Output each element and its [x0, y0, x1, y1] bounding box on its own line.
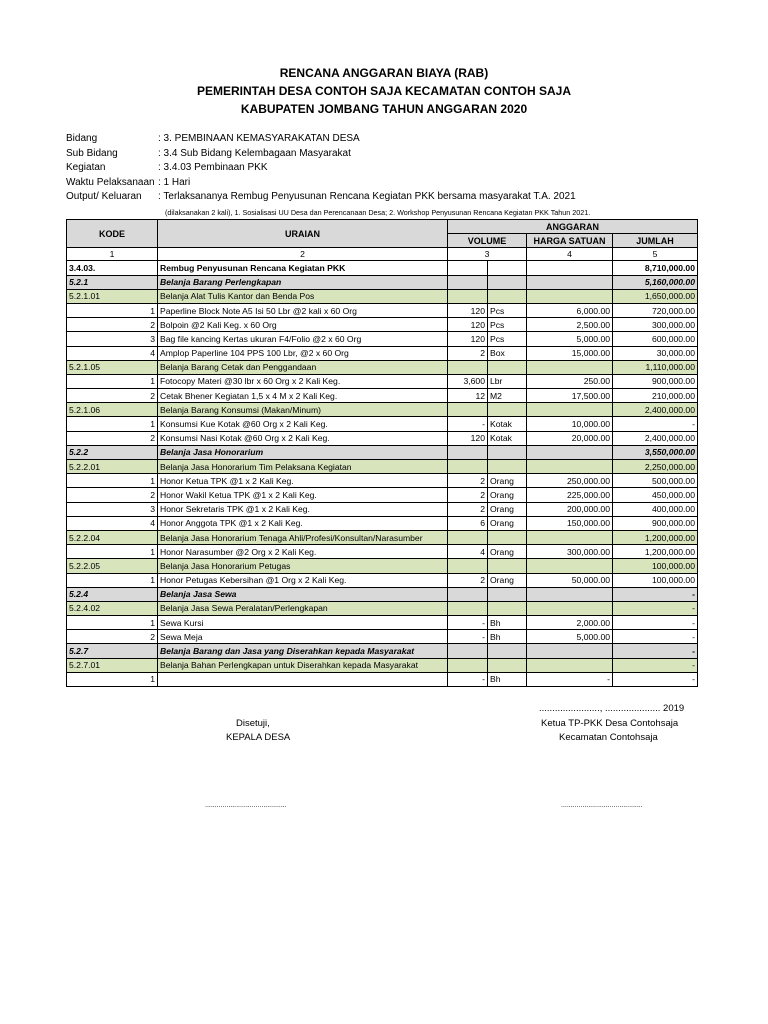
item-row [67, 502, 698, 516]
item-description: Amplop Paperline 104 PPS 100 Lbr, @2 x 60 Org [158, 346, 448, 360]
item-volume: 2 [448, 502, 488, 516]
item-unit: Orang [488, 488, 527, 502]
row-unit-price [527, 360, 613, 374]
row-volume [448, 559, 488, 573]
item-unit-price: 2,000.00 [527, 616, 613, 630]
item-row [67, 616, 698, 630]
item-description: Honor Narasumber @2 Org x 2 Kali Keg. [158, 545, 448, 559]
row-description: Belanja Jasa Sewa [158, 587, 448, 601]
item-volume: 2 [448, 573, 488, 587]
item-volume: - [448, 672, 488, 686]
item-total: 30,000.00 [613, 346, 698, 360]
row-total: - [613, 644, 698, 658]
column-index: 5 [613, 248, 698, 261]
item-number: 3 [67, 502, 158, 516]
header-uraian: URAIAN [158, 220, 448, 248]
row-unit-price [527, 275, 613, 289]
item-description: Fotocopy Materi @30 lbr x 60 Org x 2 Kali Keg. [158, 374, 448, 388]
item-number: 2 [67, 389, 158, 403]
row-total: - [613, 587, 698, 601]
row-total: 2,400,000.00 [613, 403, 698, 417]
row-description: Belanja Jasa Honorarium Tenaga Ahli/Profesi/Konsultan/Narasumber [158, 530, 448, 544]
row-total: 1,200,000.00 [613, 530, 698, 544]
item-number: 1 [67, 545, 158, 559]
row-volume [448, 360, 488, 374]
row-unit [488, 360, 527, 374]
group-row [67, 644, 698, 658]
item-volume: 2 [448, 346, 488, 360]
item-number: 2 [67, 488, 158, 502]
item-row [67, 318, 698, 332]
row-total: 3,550,000.00 [613, 445, 698, 459]
item-unit: Orang [488, 573, 527, 587]
item-volume: 3,600 [448, 374, 488, 388]
row-unit [488, 658, 527, 672]
row-total: 8,710,000.00 [613, 261, 698, 275]
row-description: Belanja Jasa Honorarium Tim Pelaksana Kegiatan [158, 460, 448, 474]
header-harga-satuan: HARGA SATUAN [527, 234, 613, 248]
column-index: 1 [67, 248, 158, 261]
item-total: - [613, 672, 698, 686]
row-description: Belanja Barang dan Jasa yang Diserahkan kepada Masyarakat [158, 644, 448, 658]
item-unit: Orang [488, 516, 527, 530]
info-label: Bidang [66, 133, 98, 144]
row-total: 1,650,000.00 [613, 289, 698, 303]
item-total: 900,000.00 [613, 516, 698, 530]
column-index: 2 [158, 248, 448, 261]
row-volume [448, 601, 488, 615]
row-unit-price [527, 445, 613, 459]
item-unit-price: 300,000.00 [527, 545, 613, 559]
item-unit: Kotak [488, 417, 527, 431]
item-unit-price: 17,500.00 [527, 389, 613, 403]
item-row [67, 672, 698, 686]
item-description: Bolpoin @2 Kali Keg. x 60 Org [158, 318, 448, 332]
item-unit-price: 5,000.00 [527, 332, 613, 346]
item-number: 1 [67, 303, 158, 317]
item-description: Honor Ketua TPK @1 x 2 Kali Keg. [158, 474, 448, 488]
item-unit: Box [488, 346, 527, 360]
item-number: 3 [67, 332, 158, 346]
row-unit [488, 403, 527, 417]
row-volume [448, 403, 488, 417]
info-value: : 3.4.03 Pembinaan PKK [158, 162, 268, 173]
info-value: : 1 Hari [158, 176, 191, 188]
item-unit-price: 5,000.00 [527, 630, 613, 644]
item-row [67, 374, 698, 388]
item-unit: Kotak [488, 431, 527, 445]
item-unit-price: 225,000.00 [527, 488, 613, 502]
item-row [67, 573, 698, 587]
row-volume [448, 289, 488, 303]
header-volume: VOLUME [448, 234, 527, 248]
item-unit: Lbr [488, 374, 527, 388]
info-label: Kegiatan [66, 162, 106, 173]
row-unit [488, 530, 527, 544]
row-code: 5.2.2 [67, 445, 158, 459]
item-total: 450,000.00 [613, 488, 698, 502]
item-volume: 120 [448, 332, 488, 346]
item-number: 2 [67, 431, 158, 445]
row-unit-price [527, 644, 613, 658]
item-volume: 120 [448, 318, 488, 332]
subgroup-row [67, 403, 698, 417]
row-description: Belanja Barang Perlengkapan [158, 275, 448, 289]
item-unit: Orang [488, 545, 527, 559]
subgroup-row [67, 559, 698, 573]
item-number: 1 [67, 474, 158, 488]
row-unit-price [527, 261, 613, 275]
item-row [67, 303, 698, 317]
item-number: 1 [67, 573, 158, 587]
item-unit-price: - [527, 672, 613, 686]
row-total: 2,250,000.00 [613, 460, 698, 474]
item-unit: Pcs [488, 332, 527, 346]
item-unit: Orang [488, 502, 527, 516]
item-unit-price: 2,500.00 [527, 318, 613, 332]
header-anggaran: ANGGARAN [448, 220, 698, 234]
item-unit-price: 250,000.00 [527, 474, 613, 488]
row-code: 5.2.2.05 [67, 559, 158, 573]
subgroup-row [67, 530, 698, 544]
item-row [67, 431, 698, 445]
item-row [67, 417, 698, 431]
row-volume [448, 587, 488, 601]
village-head-title: KEPALA DESA [226, 732, 291, 743]
item-row [67, 346, 698, 360]
info-label: Output/ Keluaran [66, 191, 142, 202]
item-description: Honor Sekretaris TPK @1 x 2 Kali Keg. [158, 502, 448, 516]
row-unit-price [527, 601, 613, 615]
item-volume: 120 [448, 431, 488, 445]
row-description: Belanja Barang Konsumsi (Makan/Minum) [158, 403, 448, 417]
item-volume: 2 [448, 488, 488, 502]
item-unit-price: 15,000.00 [527, 346, 613, 360]
village-head-signature-line: .......................................... [205, 802, 287, 809]
row-unit [488, 587, 527, 601]
row-unit-price [527, 403, 613, 417]
column-index: 4 [527, 248, 613, 261]
item-unit-price: 20,000.00 [527, 431, 613, 445]
item-unit-price: 10,000.00 [527, 417, 613, 431]
item-description: Sewa Kursi [158, 616, 448, 630]
item-unit: Orang [488, 474, 527, 488]
row-unit [488, 559, 527, 573]
item-description: Bag file kancing Kertas ukuran F4/Folio @2 x 60 Org [158, 332, 448, 346]
info-value: : Terlaksananya Rembug Penyusunan Rencana Kegiatan PKK bersama masyarakat T.A. 2021 [158, 191, 576, 202]
item-total: 300,000.00 [613, 318, 698, 332]
row-code: 5.2.7.01 [67, 658, 158, 672]
pkk-chair-signature-line: .......................................... [561, 802, 643, 809]
row-volume [448, 644, 488, 658]
row-description: Belanja Jasa Honorarium [158, 445, 448, 459]
row-total: 5,160,000.00 [613, 275, 698, 289]
row-code: 5.2.7 [67, 644, 158, 658]
doc-title-line3: KABUPATEN JOMBANG TAHUN ANGGARAN 2020 [240, 102, 528, 116]
item-volume: - [448, 616, 488, 630]
item-description: Konsumsi Kue Kotak @60 Org x 2 Kali Keg. [158, 417, 448, 431]
item-volume: 2 [448, 474, 488, 488]
item-row [67, 488, 698, 502]
row-volume [448, 530, 488, 544]
item-unit: M2 [488, 389, 527, 403]
item-volume: 120 [448, 303, 488, 317]
item-unit: Pcs [488, 303, 527, 317]
item-volume: - [448, 630, 488, 644]
item-description: Konsumsi Nasi Kotak @60 Org x 2 Kali Keg. [158, 431, 448, 445]
item-total: 500,000.00 [613, 474, 698, 488]
item-volume: 4 [448, 545, 488, 559]
item-total: - [613, 616, 698, 630]
row-code: 5.2.2.04 [67, 530, 158, 544]
pkk-district-title: Kecamatan Contohsaja [559, 732, 658, 743]
row-unit [488, 261, 527, 275]
row-unit-price [527, 289, 613, 303]
item-row [67, 516, 698, 530]
info-label: Waktu Pelaksanaan [66, 176, 155, 188]
item-unit-price: 50,000.00 [527, 573, 613, 587]
item-total: 900,000.00 [613, 374, 698, 388]
budget-table [66, 219, 698, 687]
item-total: 720,000.00 [613, 303, 698, 317]
row-code: 5.2.1 [67, 275, 158, 289]
row-description: Belanja Bahan Perlengkapan untuk Diserahkan kepada Masyarakat [158, 658, 448, 672]
row-code: 5.2.4 [67, 587, 158, 601]
column-index: 3 [448, 248, 527, 261]
header-kode: KODE [67, 220, 158, 248]
row-unit [488, 275, 527, 289]
subgroup-row [67, 289, 698, 303]
row-code: 5.2.1.01 [67, 289, 158, 303]
item-volume: 6 [448, 516, 488, 530]
item-unit: Bh [488, 616, 527, 630]
item-total: - [613, 417, 698, 431]
item-description: Sewa Meja [158, 630, 448, 644]
item-row [67, 630, 698, 644]
row-unit [488, 601, 527, 615]
row-volume [448, 261, 488, 275]
subgroup-row [67, 360, 698, 374]
item-description [158, 672, 448, 686]
row-total: 100,000.00 [613, 559, 698, 573]
item-unit-price: 6,000.00 [527, 303, 613, 317]
item-description: Honor Anggota TPK @1 x 2 Kali Keg. [158, 516, 448, 530]
item-unit: Bh [488, 672, 527, 686]
row-unit-price [527, 530, 613, 544]
info-value: : 3.4 Sub Bidang Kelembagaan Masyarakat [158, 147, 351, 159]
row-total: 1,110,000.00 [613, 360, 698, 374]
item-description: Honor Petugas Kebersihan @1 Org x 2 Kali Keg. [158, 573, 448, 587]
item-unit-price: 250.00 [527, 374, 613, 388]
item-number: 4 [67, 516, 158, 530]
item-number: 1 [67, 672, 158, 686]
item-number: 2 [67, 630, 158, 644]
item-unit: Bh [488, 630, 527, 644]
row-total: - [613, 601, 698, 615]
group-row [67, 445, 698, 459]
row-volume [448, 445, 488, 459]
row-volume [448, 275, 488, 289]
item-total: 210,000.00 [613, 389, 698, 403]
row-description: Belanja Jasa Honorarium Petugas [158, 559, 448, 573]
item-total: 2,400,000.00 [613, 431, 698, 445]
info-label: Sub Bidang [66, 147, 118, 159]
row-unit-price [527, 460, 613, 474]
activity-row [67, 261, 698, 275]
item-description: Cetak Bhener Kegiatan 1,5 x 4 M x 2 Kali Keg. [158, 389, 448, 403]
row-code: 5.2.1.05 [67, 360, 158, 374]
row-volume [448, 658, 488, 672]
item-number: 2 [67, 318, 158, 332]
item-unit-price: 200,000.00 [527, 502, 613, 516]
row-code: 5.2.2.01 [67, 460, 158, 474]
item-number: 1 [67, 374, 158, 388]
row-unit-price [527, 658, 613, 672]
row-description: Belanja Jasa Sewa Peralatan/Perlengkapan [158, 601, 448, 615]
row-description: Belanja Barang Cetak dan Penggandaan [158, 360, 448, 374]
row-unit-price [527, 559, 613, 573]
item-volume: 12 [448, 389, 488, 403]
row-description: Belanja Alat Tulis Kantor dan Benda Pos [158, 289, 448, 303]
item-row [67, 545, 698, 559]
doc-title-line2: PEMERINTAH DESA CONTOH SAJA KECAMATAN CONTOH SAJA [196, 84, 572, 98]
header-jumlah: JUMLAH [613, 234, 698, 248]
row-code: 5.2.4.02 [67, 601, 158, 615]
item-row [67, 474, 698, 488]
row-description: Rembug Penyusunan Rencana Kegiatan PKK [158, 261, 448, 275]
approval-label: Disetuji, [236, 718, 270, 729]
row-unit-price [527, 587, 613, 601]
item-total: - [613, 630, 698, 644]
item-total: 100,000.00 [613, 573, 698, 587]
group-row [67, 587, 698, 601]
item-row [67, 389, 698, 403]
item-unit: Pcs [488, 318, 527, 332]
item-number: 4 [67, 346, 158, 360]
subgroup-row [67, 658, 698, 672]
row-unit [488, 644, 527, 658]
group-row [67, 275, 698, 289]
item-number: 1 [67, 417, 158, 431]
item-row [67, 332, 698, 346]
item-total: 600,000.00 [613, 332, 698, 346]
row-unit [488, 289, 527, 303]
item-volume: - [448, 417, 488, 431]
doc-title-line1: RENCANA ANGGARAN BIAYA (RAB) [279, 66, 489, 80]
pkk-chair-title: Ketua TP-PKK Desa Contohsaja [541, 718, 679, 729]
column-index-row [67, 248, 698, 261]
activity-info [66, 132, 706, 212]
subgroup-row [67, 601, 698, 615]
subgroup-row [67, 460, 698, 474]
item-total: 1,200,000.00 [613, 545, 698, 559]
info-value: : 3. PEMBINAAN KEMASYARAKATAN DESA [158, 133, 360, 144]
row-total: - [613, 658, 698, 672]
row-code: 5.2.1.06 [67, 403, 158, 417]
row-volume [448, 460, 488, 474]
item-unit-price: 150,000.00 [527, 516, 613, 530]
signature-date: ......................., ..................... 2019 [539, 703, 685, 714]
item-description: Paperline Block Note A5 Isi 50 Lbr @2 kali x 60 Org [158, 303, 448, 317]
output-note: (dilaksanakan 2 kali), 1. Sosialisasi UU Desa dan Perencanaan Desa; 2. Workshop Penyusunan Rencana Kegiatan PKK Tahun 2021. [165, 208, 591, 217]
row-unit [488, 445, 527, 459]
item-number: 1 [67, 616, 158, 630]
item-description: Honor Wakil Ketua TPK @1 x 2 Kali Keg. [158, 488, 448, 502]
item-total: 400,000.00 [613, 502, 698, 516]
row-unit [488, 460, 527, 474]
row-code: 3.4.03. [67, 261, 158, 275]
